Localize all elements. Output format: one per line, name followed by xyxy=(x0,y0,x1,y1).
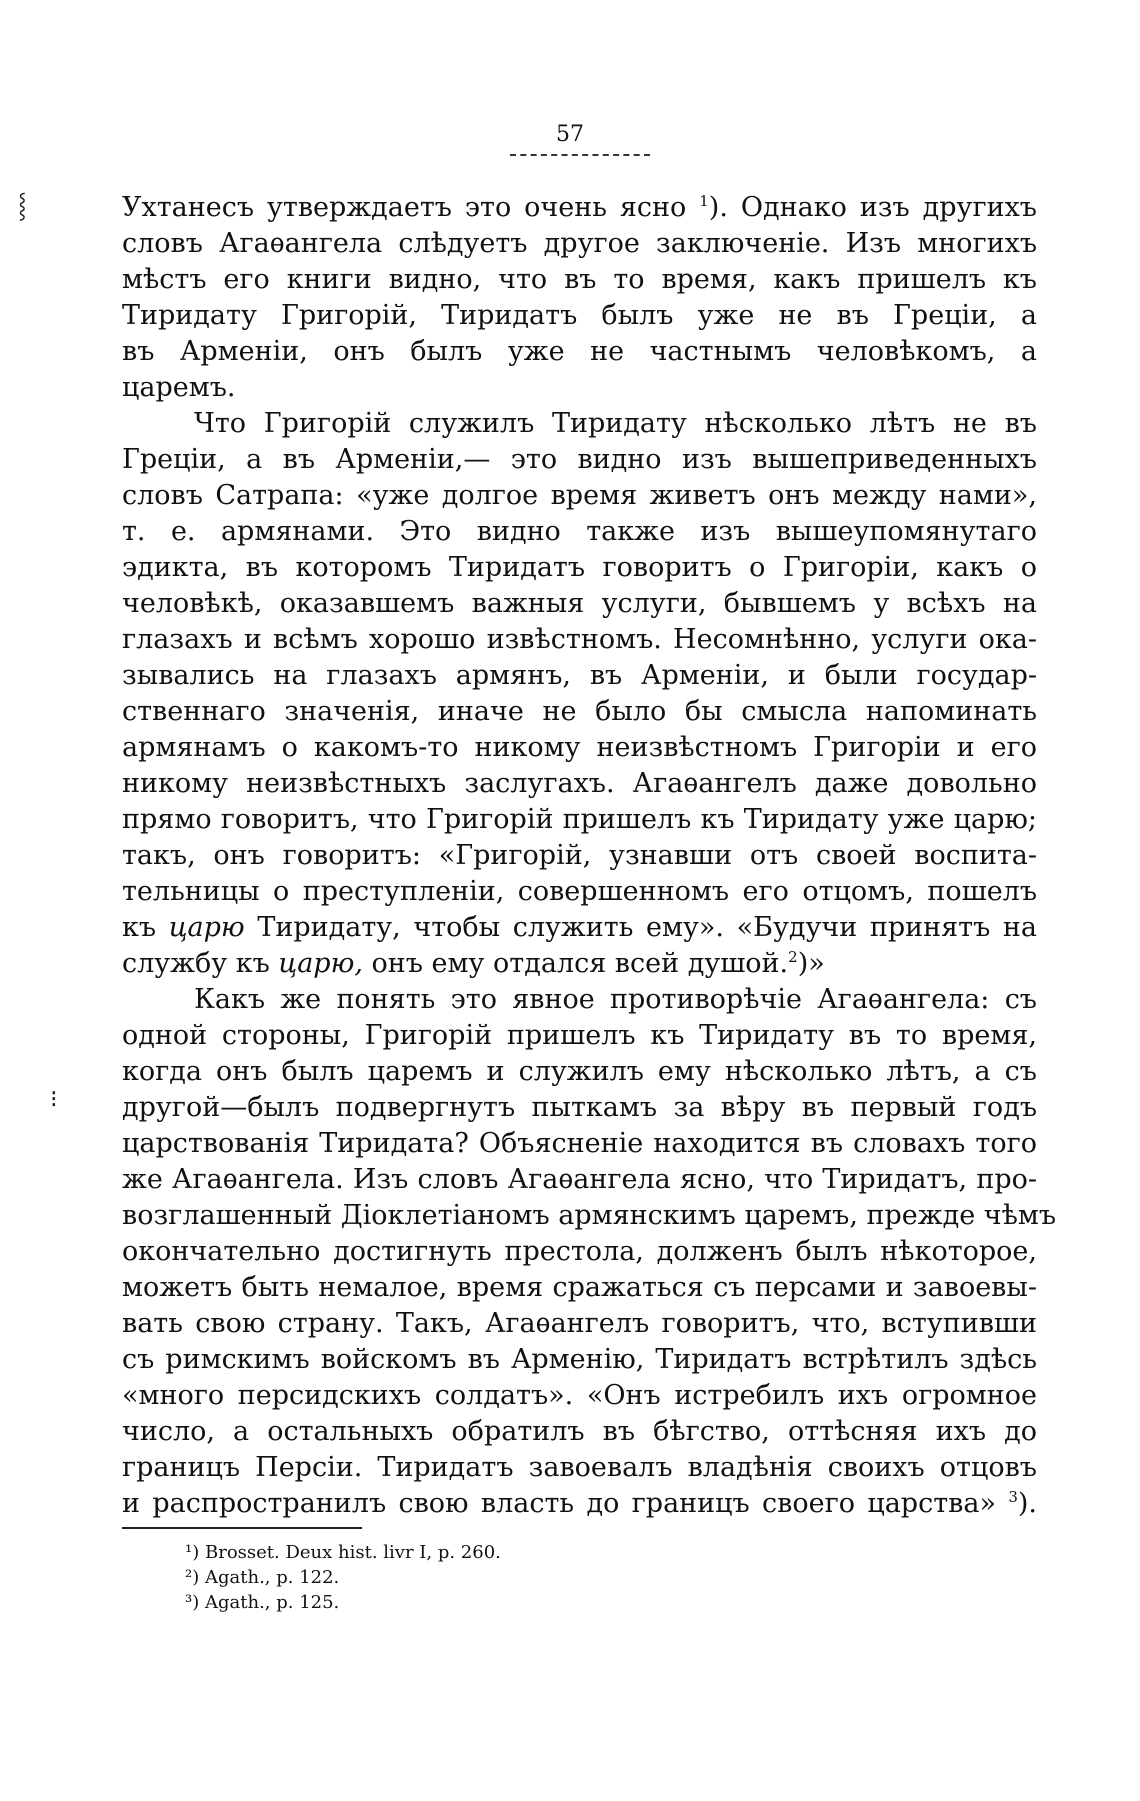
body-text xyxy=(122,190,1057,1522)
emphasis: царю xyxy=(168,912,245,943)
text-line: армянамъ о какомъ-то никому неизвѣстномъ Григоріи и его xyxy=(122,732,1037,763)
text-line: мѣстъ его книги видно, что въ то время, какъ пришелъ къ xyxy=(122,264,1037,295)
text-line: съ римскимъ войскомъ въ Арменію, Тиридатъ встрѣтилъ здѣсь xyxy=(122,1344,1037,1375)
text-line: въ Арменіи, онъ былъ уже не частнымъ человѣкомъ, а xyxy=(122,336,1037,367)
text-line: число, а остальныхъ обратилъ въ бѣгство, оттѣсняя ихъ до xyxy=(122,1416,1037,1447)
text-line: Какъ же понять это явное противорѣчіе Агаѳангела: съ xyxy=(194,984,1037,1015)
text-line: тельницы о преступленіи, совершенномъ его отцомъ, пошелъ xyxy=(122,876,1037,907)
text-line: царемъ. xyxy=(122,372,236,403)
footnote-text: Agath., p. 122. xyxy=(204,1567,340,1588)
text-line: одной стороны, Григорій пришелъ къ Тиридату въ то время, xyxy=(122,1020,1037,1051)
footnote-ref: 2 xyxy=(788,948,798,966)
text-line: къ царю Тиридату, чтобы служить ему». «Будучи принятъ на xyxy=(122,912,1037,943)
footnote xyxy=(185,1540,785,1565)
footnote xyxy=(185,1565,785,1590)
text-line: т. е. армянами. Это видно также изъ вышеупомянутаго xyxy=(122,516,1037,547)
text-line: же Агаѳангела. Изъ словъ Агаѳангела ясно, что Тиридатъ, про- xyxy=(122,1164,1037,1195)
text-line: такъ, онъ говоритъ: «Григорій, узнавши отъ своей воспита- xyxy=(122,840,1037,871)
text-line: словъ Сатрапа: «уже долгое время живетъ онъ между нами», xyxy=(122,480,1037,511)
footnote-text: Agath., p. 125. xyxy=(204,1592,340,1613)
text-line: Ухтанесъ утверждаетъ это очень ясно $^1$). Однако изъ другихъ xyxy=(122,192,1037,223)
text-line: эдикта, въ которомъ Тиридатъ говоритъ о Григоріи, какъ о xyxy=(122,552,1037,583)
text-line: окончательно достигнуть престола, долженъ былъ нѣкоторое, xyxy=(122,1236,1037,1267)
text-line: вать свою страну. Такъ, Агаѳангелъ говоритъ, что, вступивши xyxy=(122,1308,1037,1339)
text-line: ственнаго значенія, иначе не было бы смысла напоминать xyxy=(122,696,1037,727)
footnote-rule xyxy=(122,1527,362,1529)
text-line: Что Григорій служилъ Тиридату нѣсколько лѣтъ не въ xyxy=(194,408,1037,439)
text-line: человѣкѣ, оказавшемъ важныя услуги, бывшемъ у всѣхъ на xyxy=(122,588,1037,619)
text-line: прямо говоритъ, что Григорій пришелъ къ Тиридату уже царю; xyxy=(122,804,1037,835)
text-line: можетъ быть немалое, время сражаться съ персами и завоевы- xyxy=(122,1272,1037,1303)
footnotes xyxy=(185,1540,785,1615)
footnote-ref: 3 xyxy=(1008,1488,1018,1506)
footnote-text: Brosset. Deux hist. livr I, p. 260. xyxy=(204,1542,501,1563)
text-line: словъ Агаѳангела слѣдуетъ другое заключеніе. Изъ многихъ xyxy=(122,228,1037,259)
text-line: никому неизвѣстныхъ заслугахъ. Агаѳангелъ даже довольно xyxy=(122,768,1037,799)
page-number: 57 xyxy=(556,122,584,147)
footnote-mark: ³) xyxy=(185,1592,200,1613)
text-line: возглашенный Діоклетіаномъ армянскимъ царемъ, прежде чѣмъ xyxy=(122,1200,1057,1231)
footnote-mark: ²) xyxy=(185,1567,200,1588)
margin-mark-middle: ⁝ xyxy=(50,1085,58,1113)
text-line: границъ Персіи. Тиридатъ завоевалъ владѣнія своихъ отцовъ xyxy=(122,1452,1037,1483)
emphasis: царю, xyxy=(278,948,363,979)
text-line: когда онъ былъ царемъ и служилъ ему нѣсколько лѣтъ, а съ xyxy=(122,1056,1037,1087)
text-line: и распространилъ свою власть до границъ своего царства» $^3$). xyxy=(122,1488,1037,1519)
text-line: службу къ царю, онъ ему отдался всей душой.$^2$)» xyxy=(122,948,825,979)
footnote-mark: ¹) xyxy=(185,1542,200,1563)
text-line: зывались на глазахъ армянъ, въ Арменіи, и были государ- xyxy=(122,660,1037,691)
text-line: Тиридату Григорій, Тиридатъ былъ уже не въ Греціи, а xyxy=(122,300,1037,331)
margin-mark-top: ⸾ xyxy=(18,191,27,219)
footnote-ref: 1 xyxy=(699,192,709,210)
text-line: «много персидскихъ солдатъ». «Онъ истребилъ ихъ огромное xyxy=(122,1380,1037,1411)
page-number-rule xyxy=(510,154,650,156)
text-line: Греціи, а въ Арменіи,— это видно изъ вышеприведенныхъ xyxy=(122,444,1037,475)
text-line: царствованія Тиридата? Объясненіе находится въ словахъ того xyxy=(122,1128,1037,1159)
text-line: глазахъ и всѣмъ хорошо извѣстномъ. Несомнѣнно, услуги ока- xyxy=(122,624,1037,655)
text-line: другой—былъ подвергнутъ пыткамъ за вѣру въ первый годъ xyxy=(122,1092,1037,1123)
footnote xyxy=(185,1590,785,1615)
